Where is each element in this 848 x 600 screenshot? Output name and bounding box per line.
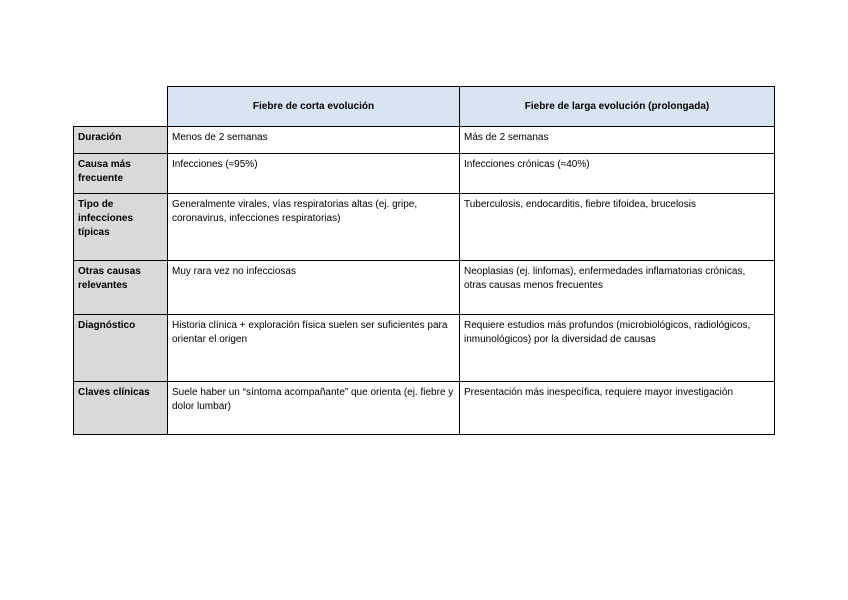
table-row-duration [74,127,775,154]
table-header-row [74,87,775,127]
cell-long: Neoplasias (ej. linfomas), enfermedades inflamatorias crónicas, otras causas menos frecuentes [460,261,775,315]
table-row-clinical-keys [74,382,775,435]
table-row-other-causes [74,261,775,315]
cell-short: Muy rara vez no infecciosas [168,261,460,315]
row-label: Diagnóstico [74,315,168,382]
comparison-table [73,86,775,435]
table-corner-cell [74,87,168,127]
table-row-diagnosis [74,315,775,382]
cell-short: Infecciones (≈95%) [168,154,460,194]
table-row-infection-types [74,194,775,261]
header-short-evolution: Fiebre de corta evolución [168,87,460,127]
cell-short: Generalmente virales, vías respiratorias altas (ej. gripe, coronavirus, infecciones respiratorias) [168,194,460,261]
cell-short: Historia clínica + exploración física suelen ser suficientes para orientar el origen [168,315,460,382]
row-label: Otras causas relevantes [74,261,168,315]
cell-long: Presentación más inespecífica, requiere mayor investigación [460,382,775,435]
row-label: Duración [74,127,168,154]
cell-short: Suele haber un “síntoma acompañante” que orienta (ej. fiebre y dolor lumbar) [168,382,460,435]
table-row-frequent-cause [74,154,775,194]
row-label: Claves clínicas [74,382,168,435]
cell-long: Requiere estudios más profundos (microbiológicos, radiológicos, inmunológicos) por la diversidad de causas [460,315,775,382]
row-label: Causa más frecuente [74,154,168,194]
cell-long: Tuberculosis, endocarditis, fiebre tifoidea, brucelosis [460,194,775,261]
header-long-evolution: Fiebre de larga evolución (prolongada) [460,87,775,127]
cell-long: Infecciones crónicas (≈40%) [460,154,775,194]
row-label: Tipo de infecciones típicas [74,194,168,261]
cell-short: Menos de 2 semanas [168,127,460,154]
cell-long: Más de 2 semanas [460,127,775,154]
